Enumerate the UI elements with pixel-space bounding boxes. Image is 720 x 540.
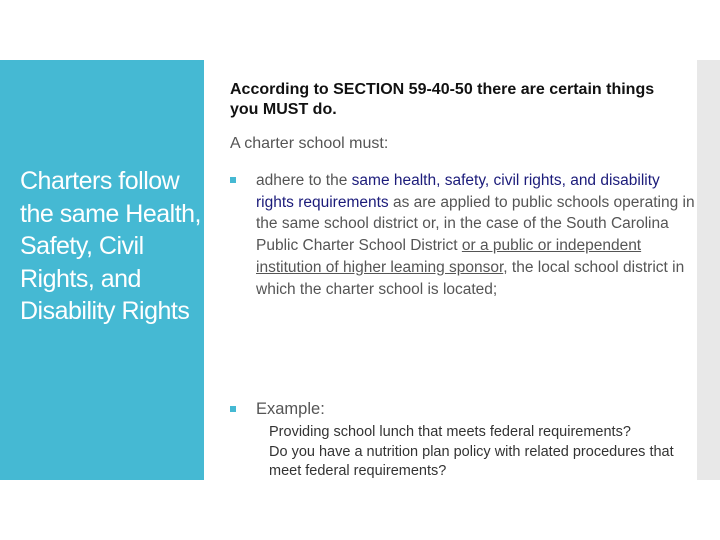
example-line: Providing school lunch that meets federal requirements? [269, 424, 631, 440]
section-heading: According to SECTION 59-40-50 there are certain things you MUST do. [230, 81, 655, 118]
bullet-highlight: same health, safety, civil rights, and disability rights requirements [256, 172, 660, 211]
bullet-square-icon [230, 406, 236, 412]
example-line: Do you have a nutrition plan policy with related procedures that meet federal requirements? [269, 443, 674, 479]
bullet-text-part2: as are applied to public schools operating in the same school district or, in the case of the South Carolina Public Charter School District [256, 193, 695, 255]
bullet-underlined: or a public or independent institution of higher leaming sponsor [256, 237, 642, 276]
bullet-example [230, 399, 695, 421]
side-strip [697, 60, 720, 480]
bullet-square-icon [230, 177, 236, 183]
slide-title: Charters follow the same Health, Safety, Civil Rights, and Disability Rights [20, 167, 201, 325]
bullet-text-part1: adhere to the [256, 172, 352, 189]
bullet-requirement [230, 170, 695, 300]
example-label: Example: [256, 400, 325, 418]
intro-text: A charter school must: [230, 135, 389, 152]
example-details [269, 423, 699, 482]
bullet-text-part3: , the local school district in which the charter school is located; [256, 258, 685, 298]
